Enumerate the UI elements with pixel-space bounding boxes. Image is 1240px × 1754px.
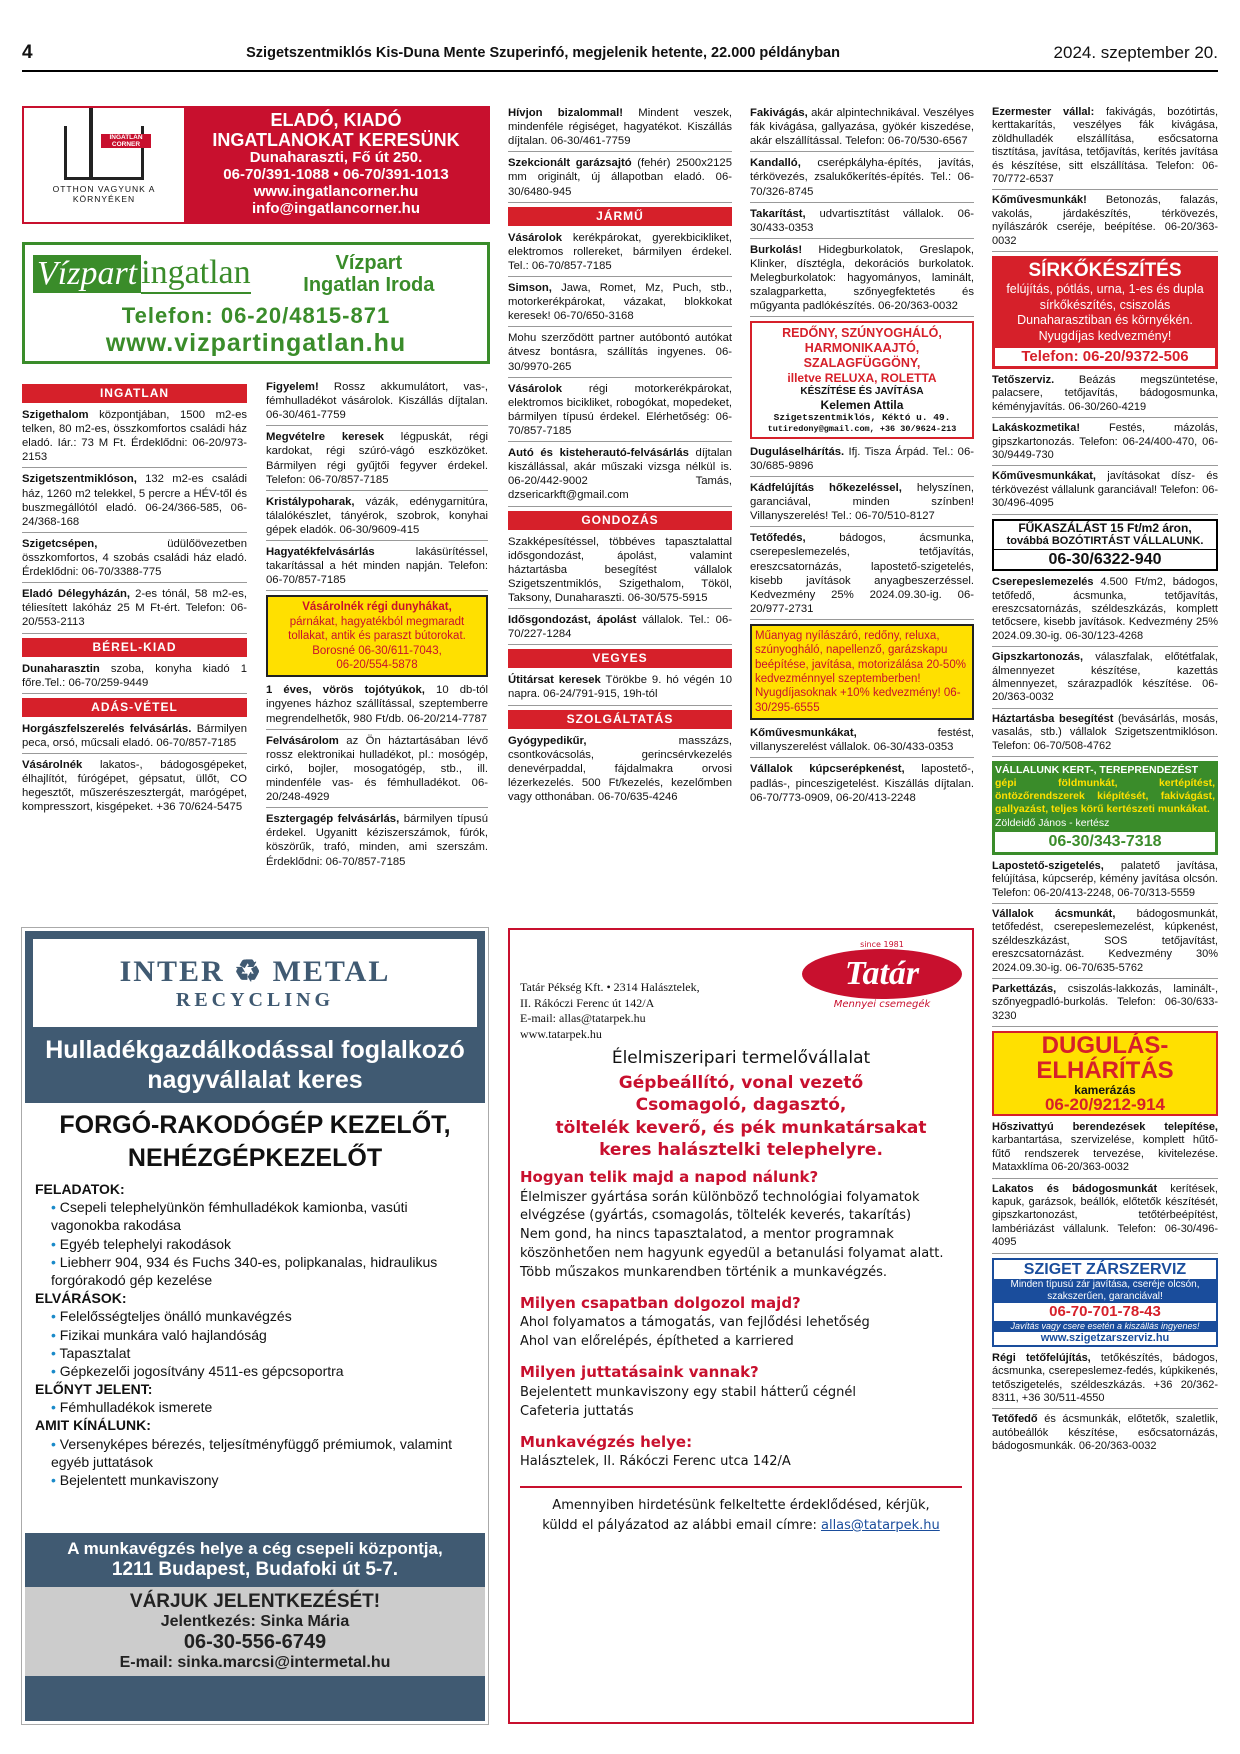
corner-email[interactable]: info@ingatlancorner.hu bbox=[252, 199, 420, 217]
classified-ad: Lakatos és bádogosmunkát kerítések, kapuk, garázsok, beállók, előtetők készítését, gipszkartonozást, tetőtérbeépítést, lambériázást vállalunk. Telefon: 06-30/496-4095 bbox=[992, 1183, 1218, 1254]
classified-ad: Hőszivattyú berendezések telepítése, karbantartása, szervizelése, komplett hűtő-fűtő rendszerek tervezése, kivitelezése. Mataxklíma 06-20/363-0032 bbox=[992, 1121, 1218, 1179]
section-jarmu: JÁRMŰ bbox=[508, 207, 732, 226]
vizpart-name2: Ingatlan Iroda bbox=[303, 274, 435, 296]
vizpart-phone: Telefon: 06-20/4815-871 bbox=[121, 303, 391, 328]
classified-ad: Hagyatékfelvásárlás lakásürítéssel, takarítással a hét minden napján. Telefon: 06-70/857-7185 bbox=[266, 545, 488, 591]
section-vegyes: VEGYES bbox=[508, 649, 732, 668]
classified-ad: Tetőfedés, bádogos, ácsmunka, cserepeslemezelés, tetőjavítás, ereszcsatornázás, lapostető-szigetelés, kisebb javítások anyagbeszerzéssel. Kedvezmény 25% 2024.09.30-ig. 06-20/977-2731 bbox=[750, 531, 974, 620]
classified-ad: Háztartásba besegítést (bevásárlás, mosás, vasalás, stb.) vállalok Szigetszentmiklóson. Telefon: 06-70/508-4762 bbox=[992, 713, 1218, 757]
ad-zarszerviz: SZIGET ZÁRSZERVIZ Minden típusú zár javítása, cseréje olcsón, szakszerűen, garanciával! 06-70-701-78-43 Javítás vagy csere esetén a kiszállás ingyenes! www.szigetzarszerviz.hu bbox=[992, 1258, 1218, 1347]
classified-ad: Szakképesítéssel, többéves tapasztalattal idősgondozást, ápolást, valamint háztartásba besegítést vállalok Szigetszentmiklós, Szigethalom, Tököl, Taksony, Dunaharaszti. 06-30/575-5915 bbox=[508, 535, 732, 610]
classified-ad: Vásárolnék lakatos-, bádogosgépeket, élhajlítót, fúrógépet, gépsatut, üllőt, CO hegesztőt, műszerészesztergát, marógépet, kompresszort, kisgépeket. +36 70/624-5475 bbox=[22, 758, 247, 814]
page-header bbox=[22, 36, 1218, 72]
recycle-icon: ♻ bbox=[234, 955, 264, 988]
classified-ad: Útitársat keresek Törökbe 9. hó végén 10 napra. 06-24/791-915, 19h-tól bbox=[508, 673, 732, 705]
classified-ad: Duguláselhárítás. Ifj. Tisza Árpád. Tel.: 06-30/685-9896 bbox=[750, 445, 974, 477]
ad-vizpart bbox=[22, 242, 490, 364]
classified-ad: Parkettázás, csiszolás-lakkozás, laminált-, szőnyegpadló-burkolás. Telefon: 06-30/633-3230 bbox=[992, 983, 1218, 1027]
classified-ad: Burkolás! Hidegburkolatok, Greslapok, Klinker, dísztégla, dekorációs burkolatok. Melegburkolatok: hagyományos, laminált, szalagparketta, szőnyegfektetés és műgyanta padlókészítés. 06-20/363-0032 bbox=[750, 243, 974, 318]
list-feladatok: • Csepeli telephelyünkön fémhulladékok kamionba, vasúti vagonokba rakodása • Egyéb telephelyi rakodások • Liebherr 904, 934 és Fuchs 340-es, polipkanalas, hidraulikus forgórakodó gép kezelése bbox=[51, 1198, 475, 1289]
column-3 bbox=[508, 106, 732, 811]
classified-ad: Tetőfedő és ácsmunkák, előtetők, szaletlik, autóbeállók készítése, esőcsatornázás, bádogosmunkák. 06-20/363-0032 bbox=[992, 1413, 1218, 1453]
ad-tatar: Tatár Pékség Kft. • 2314 Halásztelek, II. Rákóczi Ferenc út 142/A E-mail: allas@tatarpek.hu www.tatarpek.hu since 1981 Tatár Mennyei csemegék Élelmiszeripari termelővállalat Gépbeállító, vonal vezető Csomagoló, dagasztó, töltelék keverő, és pék munkatársakat keres halásztelki telephelyre. Hogyan telik majd a napod nálunk? Élelmiszer gyártása során különböző technológiai folyamatok elvégzése (gyártás, csomagolás, töltelék keverés, takarítás) Nem gond, ha nincs tapasztalatod, a mentor programnak köszönhetően nem hagyunk egyedül a betanulási folyamat alatt. Több műszakos munkarendben történik a munkavégzés. Milyen csapatban dolgozol majd? Ahol folyamatos a támogatás, van fejlődési lehetőség Ahol van előrelépés, építheted a karriered Milyen juttatásaink vannak? Bejelentett munkaviszony egy stabil hátterű cégnél Cafeteria juttatás Munkavégzés helye: Halásztelek, II. Rákóczi Ferenc utca 142/A Amennyiben hirdetésünk felkeltette érdeklődésed, kérjük, küldd el pályázatod az alábbi email címre: allas@tatarpek.hu bbox=[508, 928, 974, 1724]
classified-ad: Vállalok kúpcserépkenést, lapostető-, padlás-, pinceszigetelést. Kiszállás díjtalan. 06-70/773-0909, 06-20/413-2248 bbox=[750, 763, 974, 804]
classified-ad: Megvételre keresek légpuskát, régi kardokat, régi szúró-vágó eszközöket. Bármilyen régi gyűjtői fegyver érdekel. Telefon: 06-70/857-7185 bbox=[266, 430, 488, 490]
classified-ad: Fakivágás, akár alpintechnikával. Veszélyes fák kivágása, gallyazása, gyökér kiszedése, akár elszállítással. Telefon: 06-70/530-6567 bbox=[750, 106, 974, 152]
classified-ad: Kádfelújítás hőkezeléssel, helyszínen, garanciával, minden színben! Villanyszerelés! Tel.: 06-70/510-8127 bbox=[750, 481, 974, 527]
publication-title: Szigetszentmiklós Kis-Duna Mente Szuperinfó, megjelenik hetente, 22.000 példányban bbox=[246, 45, 840, 61]
ad-redony: REDŐNY, SZÚNYOGHÁLÓ, HARMONIKAAJTÓ, SZALAGFÜGGÖNY, illetve RELUXA, ROLETTA KÉSZÍTÉSE ÉS JAVÍTÁSA Kelemen Attila Szigetszentmiklós, Kéktó u. 49. tutiredony@gmail.com, +36 30/9624-213 bbox=[750, 321, 974, 438]
section-szolgaltatas: SZOLGÁLTATÁS bbox=[508, 710, 732, 729]
vizpart-name1: Vízpart bbox=[335, 252, 403, 274]
classified-ad: Eladó Délegyházán, 2-es tónál, 58 m2-es, téliesített lakóház 25 M Ft-ért. Telefon: 06-20/553-2113 bbox=[22, 587, 247, 633]
classified-ad: Takarítást, udvartisztítást vállalok. 06-30/433-0353 bbox=[750, 207, 974, 239]
classified-ad: Esztergagép felvásárlás, bármilyen típusú érdekel. Ugyanitt kéziszerszámok, fúrók, köszörűk, trafó, minden, ami szerszám. Érdeklődni: 06-70/857-7185 bbox=[266, 813, 488, 868]
classified-ad: Mohu szerződött partner autóbontó autókat átvesz bontásra, szállítás ingyenes. 06-30/9970-265 bbox=[508, 331, 732, 377]
column-4 bbox=[750, 106, 974, 812]
section-ingatlan: INGATLAN bbox=[22, 384, 247, 403]
classified-ad: Kőművesmunkákat, festést, villanyszerelést vállalok. 06-30/433-0353 bbox=[750, 726, 974, 758]
classified-ad: Ezermester vállal: fakivágás, bozótirtás, kerttakarítás, veszélyes fák kivágása, zöldhulladék elszállítása, esőcsatorna tisztítása, javítása, tetőjavítás, kerítés javítása és készítése, sitt elszállítása. Telefon: 06-70/772-6537 bbox=[992, 106, 1218, 190]
corner-line2: INGATLANOKAT KERESÜNK bbox=[212, 130, 460, 151]
classified-ad: Lapostető-szigetelés, palatető javítása, felújítása, kúpcserép, kémény javítása olcsón. Telefon: 06-20/413-2248, 06-70/313-5559 bbox=[992, 860, 1218, 904]
classified-ad: Kristálypoharak, vázák, edénygarnitúra, tálalókészlet, tányérok, szobrok, konyhai gépek eladók. 06-30/9609-415 bbox=[266, 495, 488, 541]
classified-ad: Szigetcsépen, üdülőövezetben összkomfortos, 4 szobás családi ház eladó. Érdeklődni: 06-70/3388-775 bbox=[22, 537, 247, 583]
classified-ad: Simson, Jawa, Romet, Mz, Puch, stb., motorkerékpárokat, vázakat, blokkokat keresek! 06-70/650-3168 bbox=[508, 281, 732, 327]
corner-logo: INGATLAN CORNER OTTHON VAGYUNK A KÖRNYÉKEN bbox=[24, 108, 184, 222]
classified-ad: Autó és kisteherautó-felvásárlás díjtalan kiszállással, akár műszaki vizsga nélkül is. 06-20/442-9002 Tamás, dzsericarkft@gmail.com bbox=[508, 446, 732, 506]
classified-ad: Tetőszerviz. Beázás megszüntetése, palacsere, tetőjavítás, bádogosmunka, kéményjavítás. 06-30/260-4219 bbox=[992, 374, 1218, 418]
tatar-email-link[interactable]: allas@tatarpek.hu bbox=[820, 1517, 940, 1533]
page-number: 4 bbox=[22, 42, 33, 63]
ad-intermetal: INTER ♻ METAL RECYCLING Hulladékgazdálkodással foglalkozó nagyvállalat keres FORGÓ-RAKODÓGÉP KEZELŐT, NEHÉZGÉPKEZELŐT FELADATOK: • Csepeli telephelyünkön fémhulladékok kamionba, vasúti vagonokba rakodása • Egyéb telephelyi rakodások • Liebherr 904, 934 és Fuchs 340-es, polipkanalas, hidraulikus forgórakodó gép kezelése ELVÁRÁSOK: • Felelősségteljes önálló munkavégzés • Fizikai munkára való hajlandóság • Tapasztalat • Gépkezelői jogosítvány 4511-es gépcsoportra ELŐNYT JELENT: • Fémhulladékok ismerete AMIT KÍNÁLUNK: • Versenyképes bérezés, teljesítményfüggő prémiumok, valamint egyéb juttatások • Bejelentett munkaviszony A munkavégzés helye a cég csepeli központja, 1211 Budapest, Budafoki út 5-7. VÁRJUK JELENTKEZÉSÉT! Jelentkezés: Sinka Mária 06-30-556-6749 E-mail: sinka.marcsi@intermetal.hu bbox=[22, 928, 488, 1724]
ad-nyilaszaro: Műanyag nyílászáró, redőny, reluxa, szúnyogháló, napellenző, garázskapu beépítése, javítása, motorizálása 20-50% kedvezménnyel szeptemberben! Nyugdíjasoknak +10% kedvezmény! 06-30/295-6555 bbox=[750, 624, 974, 720]
ad-ingatlan-corner bbox=[22, 106, 490, 224]
intermetal-email[interactable]: E-mail: sinka.marcsi@intermetal.hu bbox=[119, 1654, 391, 1671]
corner-phones: 06-70/391-1088 • 06-70/391-1013 bbox=[223, 166, 449, 184]
ad-kert: VÁLLALUNK KERT-, TEREPRENDEZÉST gépi földmunkát, kertépítést, öntözőrendszerek kiépítését, fakivágást, gallyazást, teljes körű kertészeti munkákat. Zöldeidő János - kertész 06-30/343-7318 bbox=[992, 761, 1218, 855]
classified-ad: Idősgondozást, ápolást vállalok. Tel.: 06-70/227-1284 bbox=[508, 613, 732, 645]
classified-ad: Kőművesmunkákat, javításokat dísz- és térkövezést vállalunk garanciával! Telefon: 06-30/496-4095 bbox=[992, 470, 1218, 514]
classified-ad: Régi tetőfelújítás, tetőkészítés, bádogos, ácsmunka, cserepeslemez-fedés, kúpkikenés, tetőszigetelés, széldeszkázás. +36 20/362-8311, +36 30/511-4550 bbox=[992, 1352, 1218, 1410]
corner-address: Dunaharaszti, Fő út 250. bbox=[249, 149, 423, 167]
issue-date: 2024. szeptember 20. bbox=[1053, 43, 1218, 62]
corner-web[interactable]: www.ingatlancorner.hu bbox=[253, 182, 419, 200]
classified-ad: Horgászfelszerelés felvásárlás. Bármilyen peca, orsó, műcsali eladó. 06-70/857-7185 bbox=[22, 722, 247, 754]
ad-fukaszalas: FŰKASZÁLÁST 15 Ft/m2 áron, továbbá BOZÓTIRTÁST VÁLLALUNK. 06-30/6322-940 bbox=[992, 519, 1218, 572]
classified-ad: 1 éves, vörös tojótyúkok, 10 db-tól ingyenes házhoz szállítással, szeptemberre megrendelhetők, 980 Ft/db. 06-20/214-7787 bbox=[266, 683, 488, 729]
classified-ad: Cserepeslemezelés 4.500 Ft/m2, bádogos, tetőfedő, ácsmunka, tetőjavítás, ereszcsatornázás, széldeszkázás, komplett tetőcsere, kisebb javítások. Kedvezmény 25% 2024.09.30-ig. 06-30/123-4268 bbox=[992, 576, 1218, 647]
column-1 bbox=[22, 380, 247, 821]
vizpart-web[interactable]: www.vizpartingatlan.hu bbox=[105, 329, 407, 357]
ad-sirko: SÍRKŐKÉSZÍTÉS felújítás, pótlás, urna, 1-es és dupla sírkőkészítés, csiszolás Dunaharasztiban és környékén. Nyugdíjas kedvezmény! Telefon: 06-20/9372-506 bbox=[992, 256, 1218, 369]
section-berel: BÉREL-KIAD bbox=[22, 638, 247, 657]
classified-ad: Lakáskozmetika! Festés, mázolás, gipszkartonozás. Telefon: 06-24/400-470, 06-30/9449-730 bbox=[992, 422, 1218, 466]
classified-ad: Kandalló, cserépkályha-építés, javítás, térkövezés, zsalukőkerítés-építés. Tel.: 06-70/326-8745 bbox=[750, 156, 974, 202]
classified-ad: Gipszkartonozás, válaszfalak, előtétfalak, álmennyezet készítése, kazettás álmennyezet, szárazpadlók készítése. 06-20/363-0032 bbox=[992, 651, 1218, 709]
corner-line1: ELADÓ, KIADÓ bbox=[270, 110, 402, 130]
vizpart-logo: Vízpart ingatlan bbox=[25, 254, 251, 294]
ad-dunyha: Vásárolnék régi dunyhákat, párnákat, hagyatékból megmaradt tollakat, antik és paraszt bútorokat. Borosné 06-30/611-7043, 06-20/554-5878 bbox=[266, 595, 488, 677]
classified-ad: Szigetszentmiklóson, 132 m2-es családi ház, 1260 m2 telekkel, 5 percre a HÉV-től és buszmegállótól eladó. 06-24/366-585, 06-24/368-168 bbox=[22, 472, 247, 532]
classified-ad: Dunaharasztin szoba, konyha kiadó 1 főre.Tel.: 06-70/259-9449 bbox=[22, 662, 247, 694]
classified-ad: Vásárolok kerékpárokat, gyerekbicikliket, elektromos rollereket, bármilyen érdekel. Tel.: 06-70/857-7185 bbox=[508, 231, 732, 277]
classified-ad: Hívjon bizalommal! Mindent veszek, mindenféle régiséget, hagyatékot. Kiszállás díjtalan. 06-30/461-7759 bbox=[508, 106, 732, 152]
classified-ad: Kőművesmunkák! Betonozás, falazás, vakolás, járdakészítés, térkövezés, nyílászárók cseréje, beépítése. 06-20/363-0032 bbox=[992, 194, 1218, 252]
classified-ad: Szekcionált garázsajtó (fehér) 2500x2125 mm originált, új állapotban eladó. 06-30/6480-945 bbox=[508, 156, 732, 202]
house-icon: INGATLAN CORNER bbox=[64, 126, 144, 180]
classified-ad: Szigethalom központjában, 1500 m2-es telken, 80 m2-es, összkomfortos családi ház eladó. Iár.: 73 M Ft. Érdeklődni: 06-20/973-2153 bbox=[22, 408, 247, 468]
section-adas-vetel: ADÁS-VÉTEL bbox=[22, 698, 247, 717]
classified-ad: Felvásárolom az Ön háztartásában lévő rossz elektronikai hulladékot, pl.: mosógép, cirkó, bojler, mosogatógép, stb., ill. mindenféle vas- és fémhulladékot. 06-20/248-4929 bbox=[266, 734, 488, 809]
classified-ad: Vállalok ácsmunkát, bádogosmunkát, tetőfedést, cserepeslemezelést, kúpkenést, széldeszkázást, SOS tetőjavítást, ereszcsatornázást. Kedvezmény 30% 2024.09.30-ig. 06-70/635-5762 bbox=[992, 908, 1218, 979]
classified-ad: Vásárolok régi motorkerékpárokat, elektromos bicikliket, robogókat, mopedeket, bármilyen típusú érdekel. Elérhetőség: 06-70/857-7185 bbox=[508, 382, 732, 442]
section-gondozas: GONDOZÁS bbox=[508, 511, 732, 530]
column-2 bbox=[266, 380, 488, 876]
classified-ad: Gyógypedikűr, masszázs, csontkovácsolás, gerincsérvkezelés denevérpaddal, fájdalmakra orvosi lézerkezelés. 500 Ft/kezelés, kezelőmben vagy otthonában. 06-70/635-4246 bbox=[508, 734, 732, 803]
classified-ad: Figyelem! Rossz akkumulátort, vas-, fémhulladékot vásárolok. Kiszállás díjtalan. 06-30/461-7759 bbox=[266, 380, 488, 426]
tatar-logo: since 1981 Tatár Mennyei csemegék bbox=[802, 940, 962, 1040]
ad-dugulas: DUGULÁS- ELHÁRÍTÁS kamerázás 06-20/9212-914 bbox=[992, 1031, 1218, 1116]
column-5 bbox=[992, 106, 1218, 1461]
